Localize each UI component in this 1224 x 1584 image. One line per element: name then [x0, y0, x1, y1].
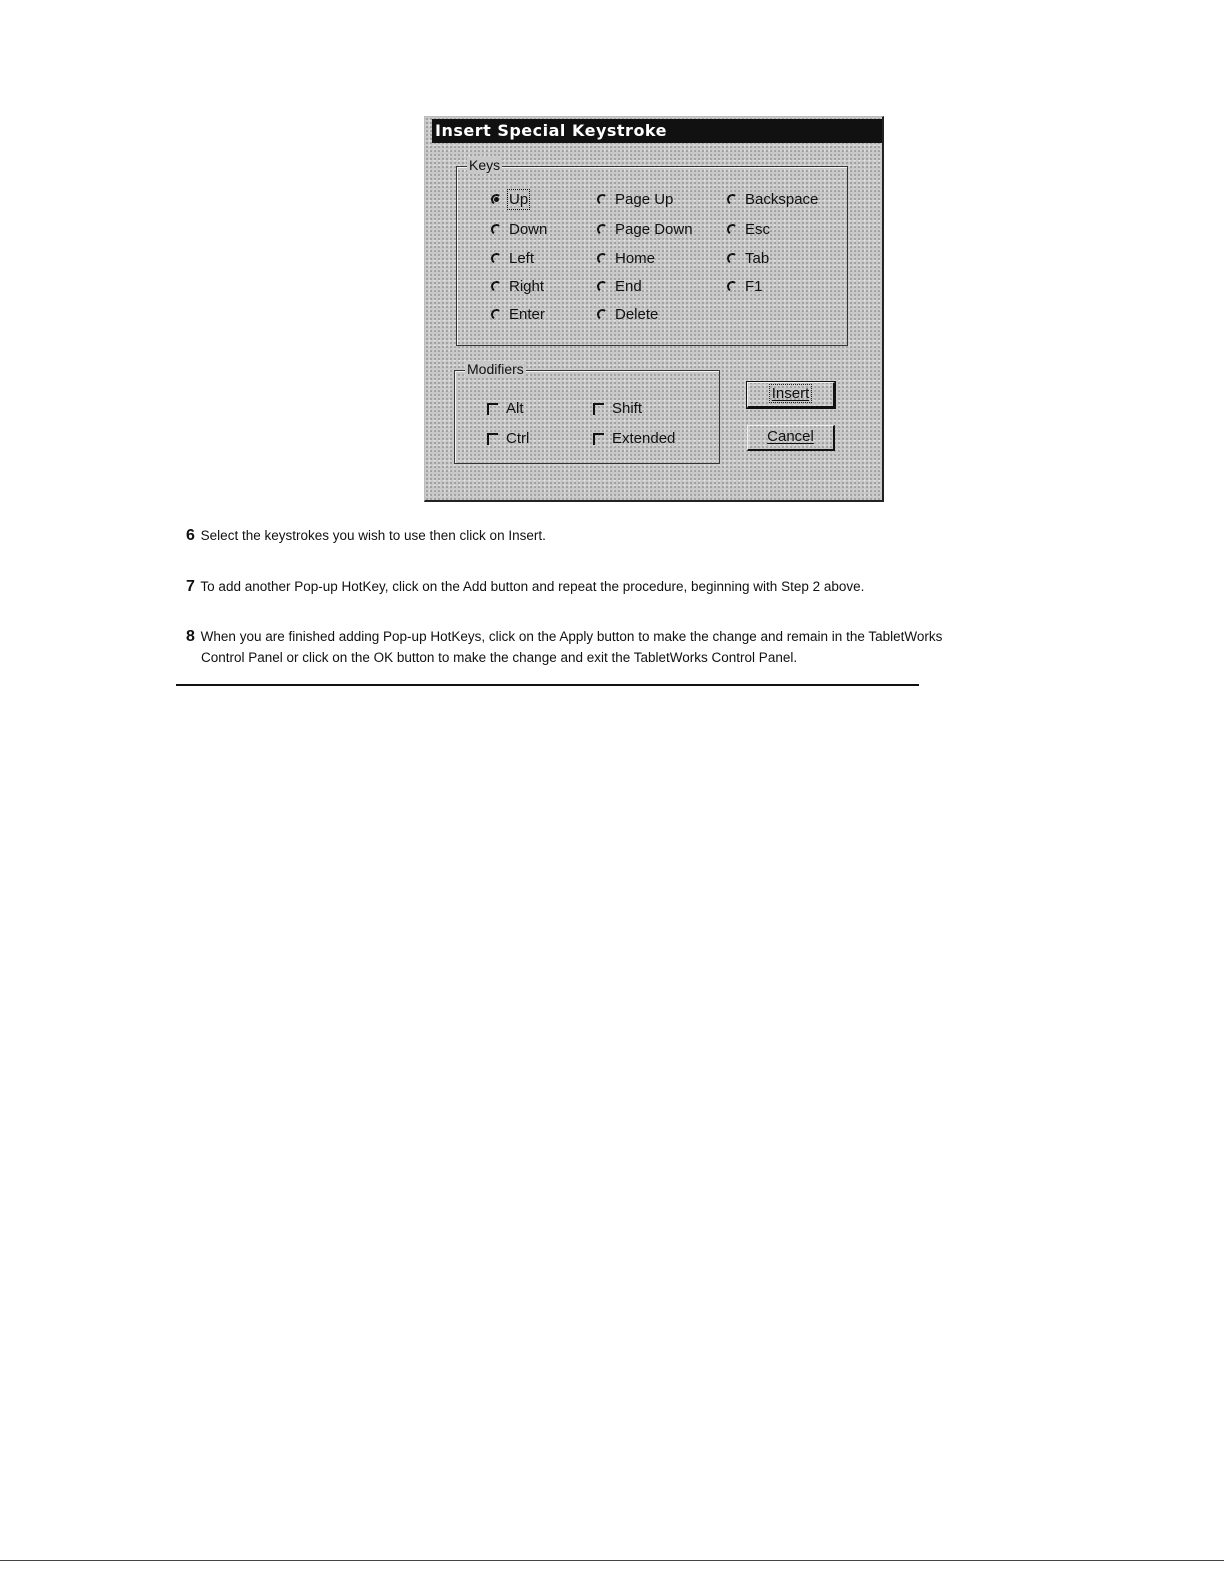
- radio-key-label: Up: [509, 191, 529, 208]
- step-text: To add another Pop-up HotKey, click on the Add button and repeat the procedure, beginning with Step 2 above.: [200, 579, 865, 594]
- radio-icon: [597, 253, 607, 265]
- radio-key-label: Right: [509, 278, 545, 295]
- modifiers-group-label: Modifiers: [467, 361, 524, 377]
- insert-special-keystroke-dialog: [424, 116, 884, 502]
- checkbox-icon: [487, 403, 498, 415]
- step-7: [186, 576, 864, 597]
- dialog-title: Insert Special Keystroke: [432, 119, 882, 143]
- radio-icon: [727, 194, 737, 206]
- radio-key-label: Backspace: [745, 191, 819, 208]
- radio-key-label: Left: [509, 250, 535, 267]
- step-number: 7: [186, 578, 195, 595]
- checkbox-label: Alt: [506, 400, 524, 417]
- step-number: 6: [186, 527, 195, 544]
- checkbox-label: Ctrl: [506, 430, 530, 447]
- checkbox-shift[interactable]: [593, 400, 642, 417]
- insert-button[interactable]: [747, 382, 835, 408]
- radio-key-right[interactable]: [491, 278, 544, 295]
- radio-key-label: Down: [509, 221, 548, 238]
- step-number: 8: [186, 628, 195, 645]
- radio-key-label: Enter: [509, 306, 545, 323]
- radio-key-label: Home: [615, 250, 656, 267]
- radio-key-delete[interactable]: [597, 306, 658, 323]
- step-8: [186, 626, 942, 668]
- radio-key-up[interactable]: [491, 191, 528, 208]
- checkbox-icon: [487, 433, 498, 445]
- step-text: Select the keystrokes you wish to use then click on Insert.: [200, 528, 546, 543]
- checkbox-label: Extended: [612, 430, 676, 447]
- radio-key-backspace[interactable]: [727, 191, 818, 208]
- radio-icon: [597, 194, 607, 206]
- radio-icon: [597, 281, 607, 293]
- radio-key-label: Delete: [615, 306, 659, 323]
- radio-key-tab[interactable]: [727, 250, 769, 267]
- radio-key-label: Page Down: [615, 221, 693, 238]
- radio-key-label: Esc: [745, 221, 771, 238]
- radio-icon: [597, 309, 607, 321]
- checkbox-label: Shift: [612, 400, 643, 417]
- radio-key-label: End: [615, 278, 642, 295]
- radio-key-label: Tab: [745, 250, 770, 267]
- step-text: When you are finished adding Pop-up HotKeys, click on the Apply button to make the change and remain in the TabletWorks: [200, 629, 943, 644]
- radio-icon: [727, 224, 737, 236]
- checkbox-icon: [593, 433, 604, 445]
- keys-group-label: Keys: [469, 157, 501, 173]
- radio-key-enter[interactable]: [491, 306, 545, 323]
- radio-icon: [491, 253, 501, 265]
- checkbox-alt[interactable]: [487, 400, 524, 417]
- radio-key-esc[interactable]: [727, 221, 770, 238]
- modifiers-groupbox: [454, 361, 720, 464]
- radio-selected-icon: [491, 194, 501, 206]
- radio-key-f1[interactable]: [727, 278, 763, 295]
- cancel-button[interactable]: [747, 425, 835, 451]
- radio-icon: [597, 224, 607, 236]
- section-divider: [176, 684, 919, 686]
- checkbox-icon: [593, 403, 604, 415]
- radio-key-page-up[interactable]: [597, 191, 673, 208]
- radio-key-end[interactable]: [597, 278, 642, 295]
- checkbox-extended[interactable]: [593, 430, 675, 447]
- page-bottom-rule: [0, 1560, 1224, 1561]
- step-6: [186, 525, 546, 546]
- radio-icon: [491, 224, 501, 236]
- radio-key-left[interactable]: [491, 250, 534, 267]
- radio-key-label: Page Up: [615, 191, 674, 208]
- step-text-continued: Control Panel or click on the OK button to make the change and exit the TabletWorks Control Panel.: [201, 650, 798, 665]
- radio-icon: [491, 309, 501, 321]
- radio-icon: [727, 253, 737, 265]
- radio-key-label: F1: [745, 278, 763, 295]
- checkbox-ctrl[interactable]: [487, 430, 529, 447]
- radio-key-down[interactable]: [491, 221, 547, 238]
- radio-icon: [491, 281, 501, 293]
- insert-button-label: Insert: [771, 385, 810, 402]
- radio-key-page-down[interactable]: [597, 221, 693, 238]
- radio-icon: [727, 281, 737, 293]
- radio-key-home[interactable]: [597, 250, 655, 267]
- cancel-button-label: Cancel: [767, 428, 814, 445]
